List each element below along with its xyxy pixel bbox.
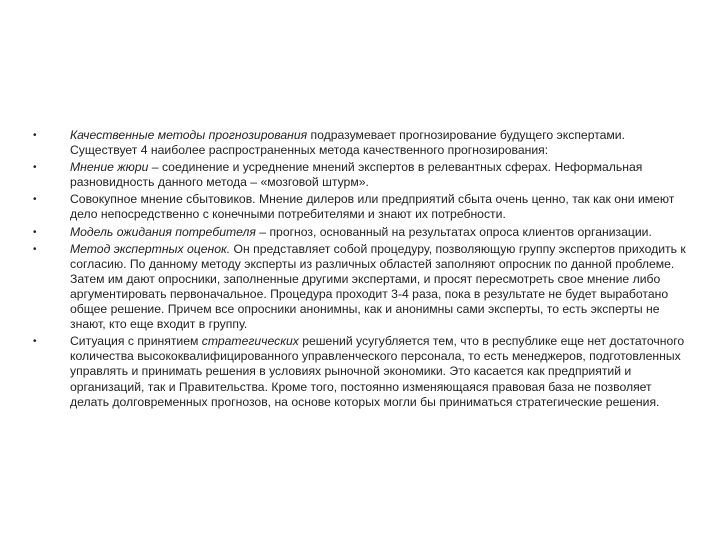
item-text: – соединение и усреднение мнений экспертов в релевантных сферах. Неформальная разновидность данного метода – «мозговой штурм». <box>70 160 643 190</box>
list-item <box>0 128 720 158</box>
item-lead: Модель ожидания потребителя <box>70 224 256 239</box>
list-item <box>0 225 720 240</box>
bullet-marker: • <box>33 226 37 238</box>
item-text: решений усугубляется тем, что в республике еще нет достаточного количества высококвалифицированного управленческого персонала, то есть менеджеров, подготовленных управлять и принимать решения в условиях рыночной экономики. Это касается как предприятий и организаций, так и Правительства. Кроме того, постоянно изменяющаяся правовая база не позволяет делать долговременных прогнозов, на основе которых могли бы приниматься стратегические решения. <box>70 334 685 409</box>
bullet-marker: • <box>33 336 37 348</box>
list-item <box>0 160 720 190</box>
bullet-marker: • <box>33 194 37 206</box>
item-emphasis: стратегических <box>201 334 299 349</box>
item-text: подразумевает прогнозирование будущего экспертами. Существует 4 наиболее распространенных метода качественного прогнозирования: <box>70 128 625 158</box>
item-pre: Ситуация с принятием <box>70 334 202 349</box>
bullet-marker: • <box>33 243 37 255</box>
item-text: – прогноз, основанный на результатах опроса клиентов организации. <box>255 224 652 239</box>
list-item <box>0 192 720 222</box>
item-text: Совокупное мнение сбытовиков. Мнение дилеров или предприятий сбыта очень ценно, так как они имеют дело непосредственно с конечными потребителями и знают их потребности. <box>70 192 675 222</box>
bullet-marker: • <box>33 130 37 141</box>
item-lead: Качественные методы прогнозирования <box>70 128 308 142</box>
list-item <box>0 242 720 333</box>
bullet-list <box>0 128 720 412</box>
bullet-marker: • <box>33 162 37 174</box>
item-lead: Метод экспертных оценок. <box>70 241 231 256</box>
list-item <box>0 334 720 409</box>
item-text: Он представляет собой процедуру, позволяющую группу экспертов приходить к согласию. По данному методу эксперты из различных областей заполняют опросник по данной проблеме. Затем им дают опросники, заполненные другими экспертами, и просят пересмотреть свое мнение либо аргументировать первоначальное. Процедура проходит 3-4 раза, пока в результате не будет выработано общее решение. Причем все опросники анонимны, как и анонимны сами эксперты, то есть эксперты не знают, кто еще входит в группу. <box>70 241 686 332</box>
item-lead: Мнение жюри <box>70 160 149 175</box>
